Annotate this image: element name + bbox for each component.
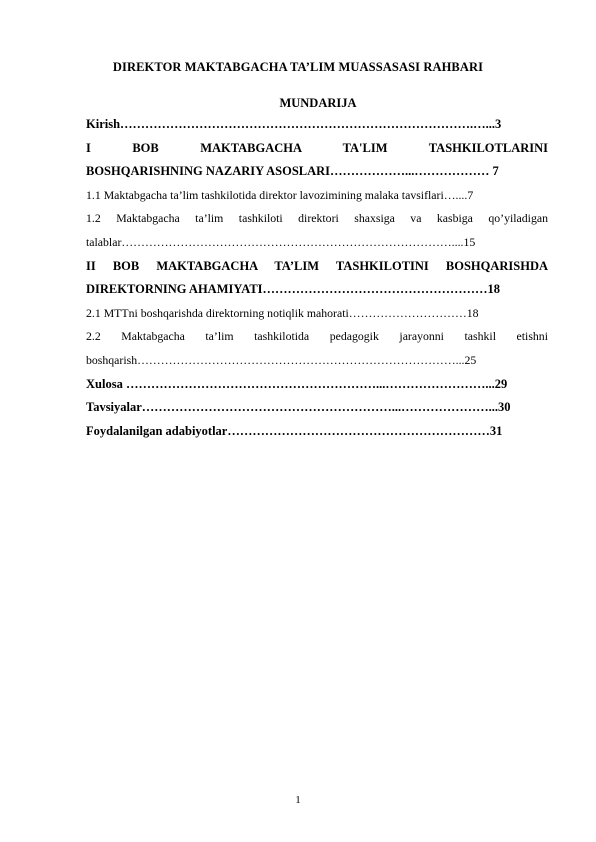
toc-line-chapter-1-cont: BOSHQARISHNING NAZARIY ASOSLARI………………...……………… 7 xyxy=(86,164,499,179)
toc-line-intro: Kirish………………………………………………………………………….…...3 xyxy=(86,117,502,131)
toc-line-section-2-2: 2.2 Maktabgacha ta’lim tashkilotida pedagogik jarayonni tashkil etishni xyxy=(86,329,548,344)
page-number: 1 xyxy=(295,794,301,806)
toc-line-chapter-1: I BOB MAKTABGACHA TA'LIM TASHKILOTLARINI xyxy=(86,140,548,155)
toc-line-conclusion: Xulosa ……………………………………………………...……………………...29 xyxy=(86,376,508,391)
toc-line-section-1-2-cont: talablar…………………………………………………………………………....15 xyxy=(86,234,476,249)
toc-line-recommendations: Tavsiyalar……………………………………………………...…………………...30 xyxy=(86,400,511,415)
toc-line-section-1-1: 1.1 Maktabgacha ta’lim tashkilotida direktor lavozimining malaka tavsiflari…....7 xyxy=(86,187,474,202)
toc-line-section-2-1: 2.1 MTTni boshqarishda direktorning notiqlik mahorati…………………………18 xyxy=(86,305,479,320)
toc-line-chapter-2-cont: DIREKTORNING AHAMIYATI………………………………………………18 xyxy=(86,282,501,297)
table-of-contents xyxy=(86,113,548,443)
toc-line-section-1-2: 1.2 Maktabgacha ta’lim tashkiloti direktori shaxsiga va kasbiga qo’yiladigan xyxy=(86,211,548,226)
toc-line-chapter-2: II BOB MAKTABGACHA TA’LIM TASHKILOTINI BOSHQARISHDA xyxy=(86,258,548,273)
document-title: DIREKTOR MAKTABGACHA TA’LIM MUASSASASI RAHBARI xyxy=(112,60,484,74)
toc-heading: MUNDARIJA xyxy=(279,96,357,110)
toc-line-references: Foydalanilgan adabiyotlar………………………………………………………31 xyxy=(86,423,503,438)
toc-line-section-2-2-cont: boshqarish………………………………………………………………………...25 xyxy=(86,352,477,367)
